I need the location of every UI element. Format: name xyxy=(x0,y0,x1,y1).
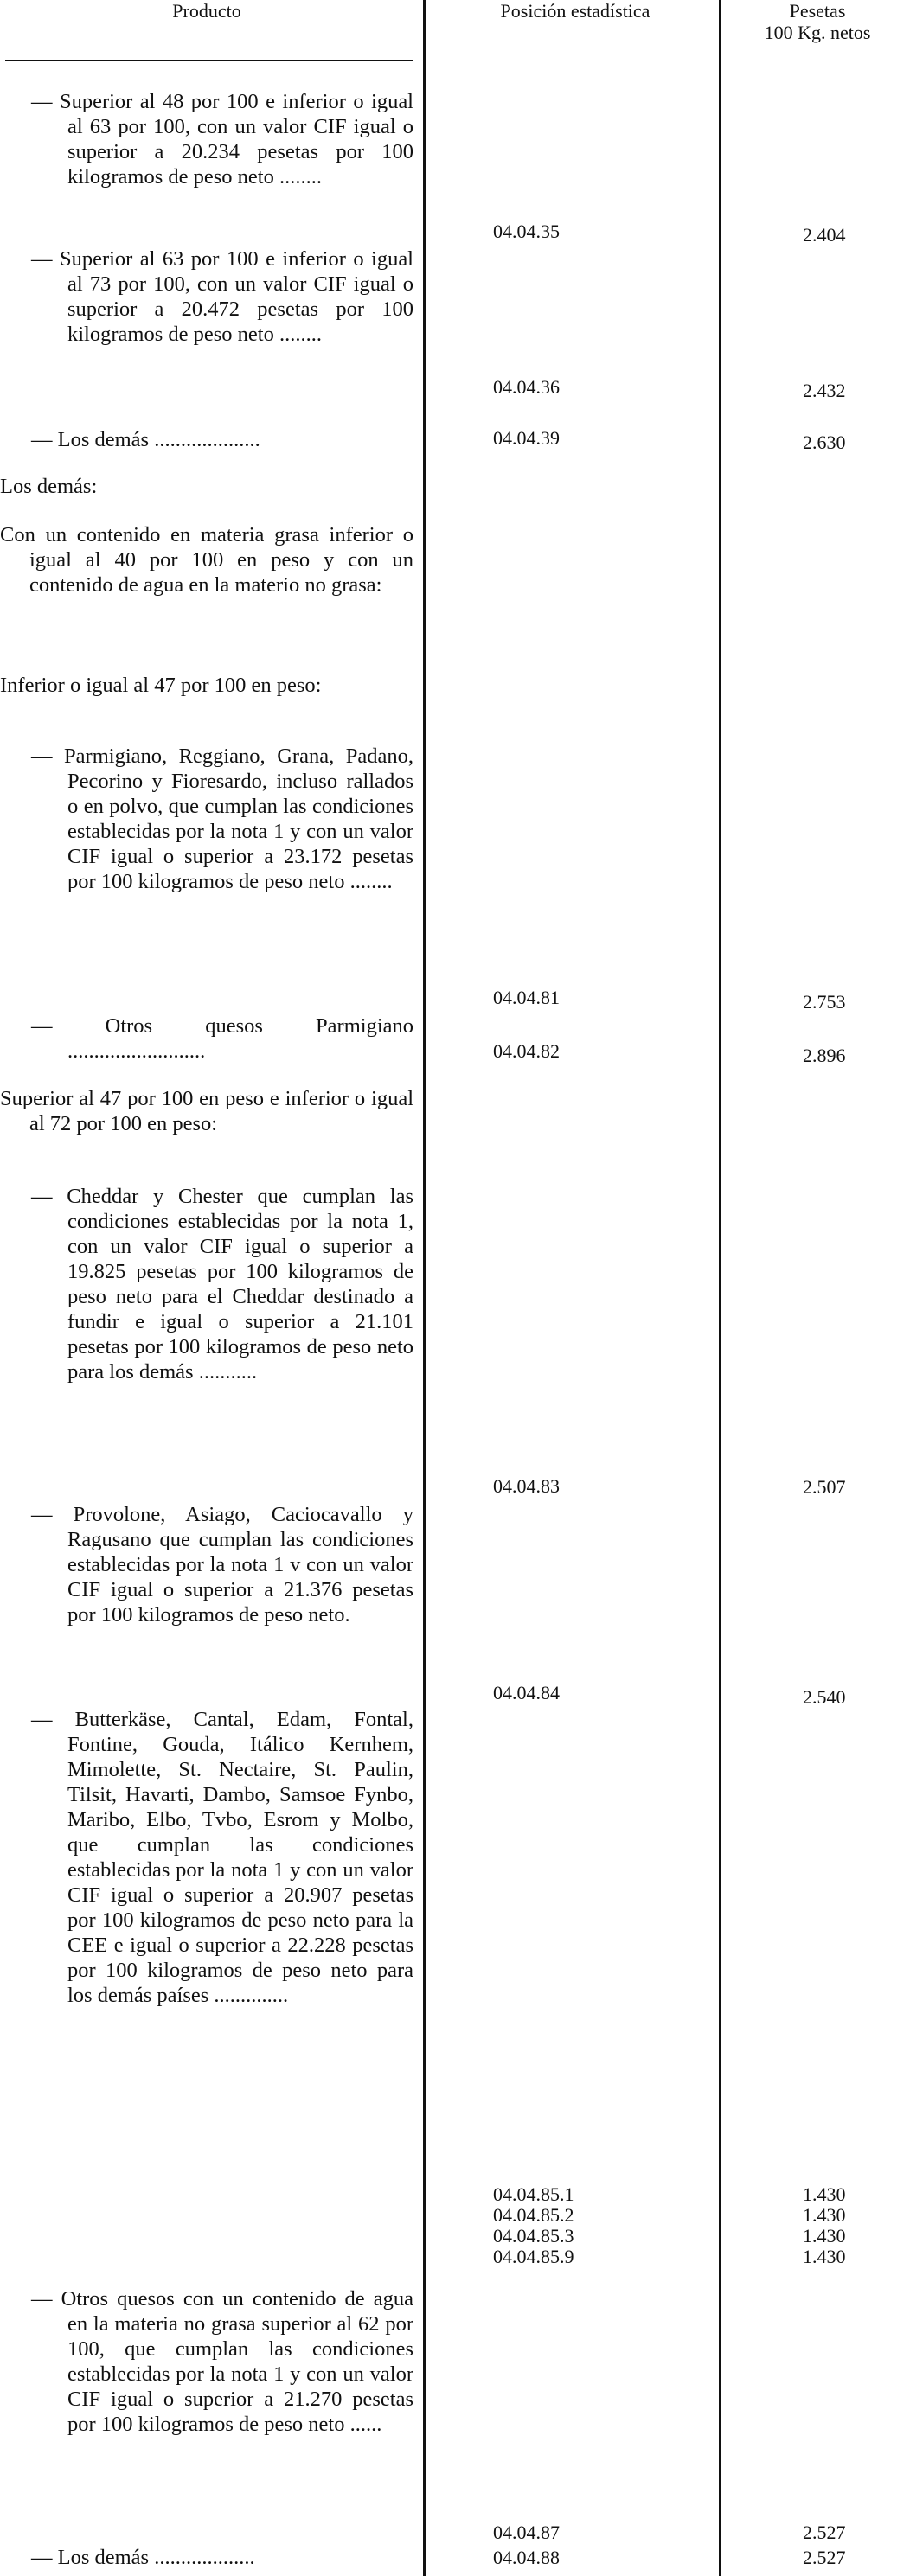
section-heading: Superior al 47 por 100 en peso e inferior o igual al 72 por 100 en peso: xyxy=(0,1087,413,1135)
product-entry: — Butterkäse, Cantal, Edam, Fontal, Fontine, Gouda, Itálico Kernhem, Mimolette, St. Nectaire, St. Paulin, Tilsit, Havarti, Dambo, Samsoe Fynbo, Maribo, Elbo, Tvbo, Esrom y Molbo, que cumplan las condiciones establecidas por la nota 1 y con un valor CIF igual o superior a 20.907 pesetas por 100 kilogramos de peso neto para la CEE e igual o superior a 22.228 pesetas por 100 kilogramos de peso neto para los demás países .............. xyxy=(31,1708,413,2007)
product-entry: — Provolone, Asiago, Caciocavallo y Ragusano que cumplan las condiciones establecidas por la nota 1 v con un valor CIF igual o superior a 21.376 pesetas por 100 kilogramos de peso neto. xyxy=(31,1503,413,1627)
product-entry: — Cheddar y Chester que cumplan las condiciones establecidas por la nota 1, con un valor CIF igual o superior a 19.825 pesetas por 100 kilogramos de peso neto para el Cheddar destinado a fundir e igual o superior a 21.101 pesetas por 100 kilogramos de peso neto para los demás ........... xyxy=(31,1185,413,1384)
header-pesetas-2: 100 Kg. netos xyxy=(764,22,871,43)
position-code: 04.04.82 xyxy=(493,1040,560,1062)
position-code: 04.04.87 xyxy=(493,2522,560,2543)
pesetas-value: 2.527 xyxy=(803,2547,846,2568)
position-code: 04.04.88 xyxy=(493,2547,560,2568)
position-code: 04.04.39 xyxy=(493,427,560,449)
header-position: Posición estadística xyxy=(500,0,650,22)
header-rule xyxy=(5,60,413,61)
pesetas-value: 2.527 xyxy=(803,2522,846,2543)
column-rule-left xyxy=(423,0,426,2576)
position-code: 04.04.85.9 xyxy=(493,2246,574,2267)
section-heading: Los demás: xyxy=(0,475,98,498)
pesetas-value: 2.896 xyxy=(803,1045,846,1066)
position-code: 04.04.85.3 xyxy=(493,2225,574,2247)
position-code: 04.04.35 xyxy=(493,221,560,242)
section-heading: Con un contenido en materia grasa inferior o igual al 40 por 100 en peso y con un contenido de agua en la materio no grasa: xyxy=(0,523,413,597)
pesetas-value: 2.404 xyxy=(803,224,846,246)
pesetas-value: 1.430 xyxy=(803,2246,846,2267)
product-entry: — Superior al 63 por 100 e inferior o igual al 73 por 100, con un valor CIF igual o superior a 20.472 pesetas por 100 kilogramos de peso neto ........ xyxy=(31,247,413,346)
position-code: 04.04.83 xyxy=(493,1475,560,1497)
column-rule-right xyxy=(719,0,721,2576)
pesetas-value: 2.630 xyxy=(803,431,846,453)
pesetas-value: 2.507 xyxy=(803,1476,846,1498)
product-entry: — Los demás .................... xyxy=(31,428,260,451)
product-entry: — Otros quesos con un contenido de agua en la materia no grasa superior al 62 por 100, que cumplan las condiciones establecidas por la nota 1 y con un valor CIF igual o superior a 21.270 pesetas por 100 kilogramos de peso neto ...... xyxy=(31,2287,413,2436)
pesetas-value: 2.540 xyxy=(803,1686,846,1708)
product-entry: — Los demás ................... xyxy=(31,2546,255,2569)
position-code: 04.04.85.1 xyxy=(493,2183,574,2205)
pesetas-value: 2.432 xyxy=(803,380,846,401)
product-entry: — Parmigiano, Reggiano, Grana, Padano, Pecorino y Fioresardo, incluso rallados o en polvo, que cumplan las condiciones establecidas por la nota 1 y con un valor CIF igual o superior a 23.172 pesetas por 100 kilogramos de peso neto ........ xyxy=(31,745,413,893)
header-product: Producto xyxy=(172,0,241,22)
position-code: 04.04.81 xyxy=(493,987,560,1008)
section-heading: Inferior o igual al 47 por 100 en peso: xyxy=(0,674,322,697)
pesetas-value: 1.430 xyxy=(803,2183,846,2205)
pesetas-value: 1.430 xyxy=(803,2204,846,2226)
position-code: 04.04.36 xyxy=(493,376,560,398)
position-code: 04.04.84 xyxy=(493,1682,560,1703)
product-entry: — Otros quesos Parmigiano .......................... xyxy=(31,1014,413,1063)
product-entry: — Superior al 48 por 100 e inferior o igual al 63 por 100, con un valor CIF igual o superior a 20.234 pesetas por 100 kilogramos de peso neto ........ xyxy=(31,90,413,189)
pesetas-value: 1.430 xyxy=(803,2225,846,2247)
pesetas-value: 2.753 xyxy=(803,991,846,1013)
position-code: 04.04.85.2 xyxy=(493,2204,574,2226)
header-pesetas-1: Pesetas xyxy=(789,0,846,22)
